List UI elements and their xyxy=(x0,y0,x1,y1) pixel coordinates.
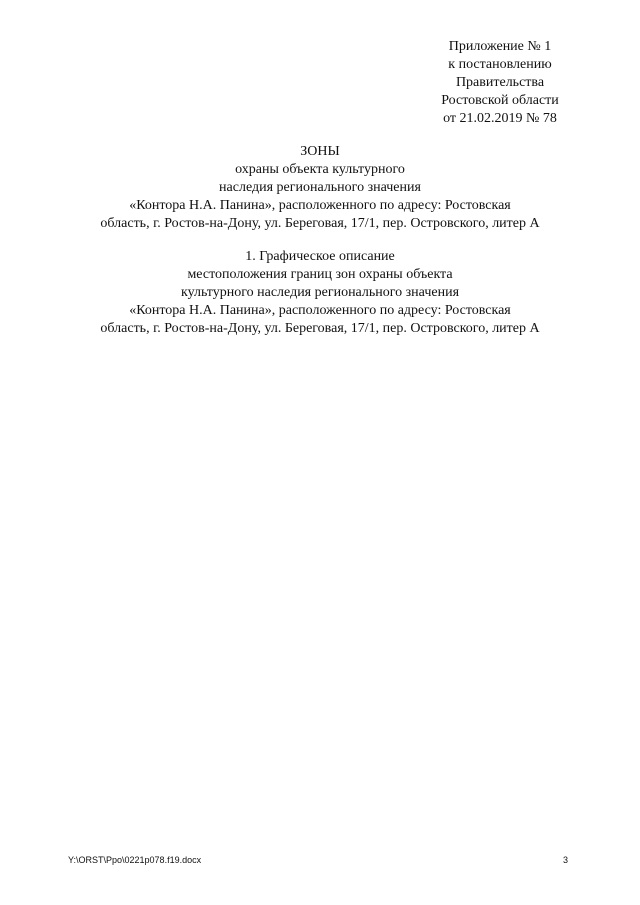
appendix-line: от 21.02.2019 № 78 xyxy=(443,111,557,126)
appendix-header xyxy=(425,38,575,128)
section-heading-line: культурного наследия регионального значения xyxy=(180,285,460,300)
title-line: наследия регионального значения xyxy=(219,180,421,195)
title-line: «Контора Н.А. Панина», расположенного по адресу: Ростовская xyxy=(129,198,511,213)
footer-page-number: 3 xyxy=(563,855,569,865)
title-line: область, г. Ростов-на-Дону, ул. Береговая, 17/1, пер. Островского, литер А xyxy=(100,216,540,231)
appendix-line: Приложение № 1 xyxy=(448,39,552,54)
appendix-line: к постановлению xyxy=(448,57,552,72)
title-line: ЗОНЫ xyxy=(300,144,340,159)
appendix-line: Ростовской области xyxy=(441,93,559,108)
section-heading-line: «Контора Н.А. Панина», расположенного по адресу: Ростовская xyxy=(129,303,511,318)
section-heading xyxy=(60,248,580,338)
appendix-line: Правительства xyxy=(455,75,545,90)
title-line: охраны объекта культурного xyxy=(235,162,405,177)
footer-file-path: Y:\ORST\Ppo\0221p078.f19.docx xyxy=(68,855,202,865)
document-title xyxy=(60,143,580,233)
section-heading-line: местоположения границ зон охраны объекта xyxy=(187,267,453,282)
section-heading-line: 1. Графическое описание xyxy=(245,249,395,264)
section-heading-line: область, г. Ростов-на-Дону, ул. Береговая, 17/1, пер. Островского, литер А xyxy=(100,321,540,336)
